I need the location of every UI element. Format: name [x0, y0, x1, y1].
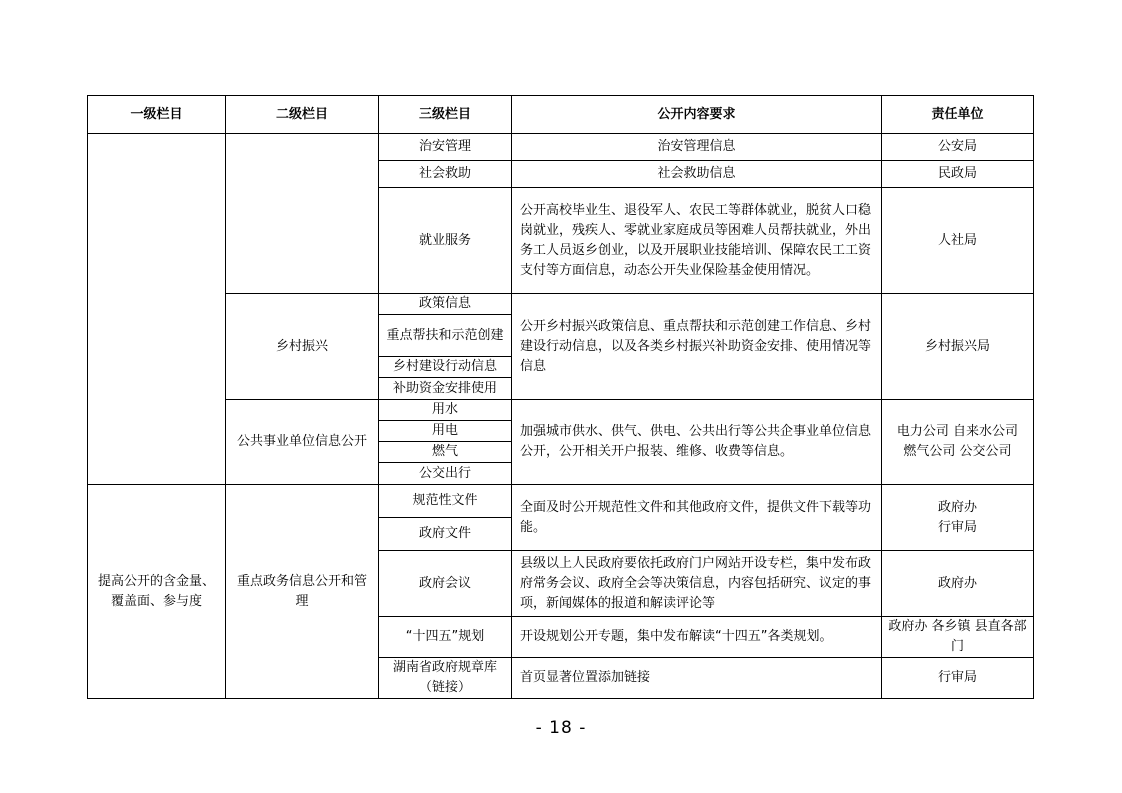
unit-cell: 民政局 [882, 161, 1034, 188]
unit-line: 燃气公司 公交公司 [903, 444, 1012, 459]
level3-cell: “十四五”规划 [379, 617, 512, 658]
header-level1: 一级栏目 [88, 96, 226, 134]
level3-cell: 就业服务 [379, 188, 512, 294]
unit-cell [882, 485, 1034, 551]
unit-line: 行审局 [937, 519, 977, 535]
level2-cell: 重点政务信息公开和管理 [226, 485, 379, 699]
level3-cell: 规范性文件 [379, 485, 512, 518]
level2-cell [226, 134, 379, 294]
level3-cell: 湖南省政府规章库（链接） [379, 658, 512, 699]
header-unit: 责任单位 [882, 96, 1034, 134]
content-cell: 公开高校毕业生、退役军人、农民工等群体就业，脱贫人口稳岗就业，残疾人、零就业家庭成员等困难人员帮扶就业，外出务工人员返乡创业，以及开展职业技能培训、保障农民工工资支付等方面信息，动态公开失业保险基金使用情况。 [512, 188, 882, 294]
level2-cell: 公共事业单位信息公开 [226, 400, 379, 485]
level3-cell: 政府会议 [379, 551, 512, 617]
level3-cell: 政府文件 [379, 518, 512, 551]
level3-cell: 政策信息 [379, 294, 512, 315]
header-level3: 三级栏目 [379, 96, 512, 134]
table-row [88, 134, 1034, 161]
content-cell: 全面及时公开规范性文件和其他政府文件，提供文件下载等功能。 [512, 485, 882, 551]
header-level2: 二级栏目 [226, 96, 379, 134]
level3-cell: 用水 [379, 400, 512, 421]
content-cell: 开设规划公开专题，集中发布解读“十四五”各类规划。 [512, 617, 882, 658]
level3-cell: 用电 [379, 421, 512, 442]
content-cell: 首页显著位置添加链接 [512, 658, 882, 699]
level1-cell [88, 134, 226, 485]
level1-cell: 提高公开的含金量、覆盖面、参与度 [88, 485, 226, 699]
unit-cell: 乡村振兴局 [882, 294, 1034, 400]
unit-cell [882, 400, 1034, 485]
level3-cell: 燃气 [379, 442, 512, 463]
table-row [88, 400, 1034, 421]
content-cell: 加强城市供水、供气、供电、公共出行等公共企事业单位信息公开，公开相关开户报装、维修、收费等信息。 [512, 400, 882, 485]
unit-line: 政府办 [937, 499, 977, 515]
page-number: - 18 - [535, 718, 587, 738]
unit-cell: 政府办 各乡镇 县直各部门 [882, 617, 1034, 658]
unit-cell: 行审局 [882, 658, 1034, 699]
level3-cell: 乡村建设行动信息 [379, 357, 512, 378]
table-header-row [88, 96, 1034, 134]
unit-cell: 政府办 [882, 551, 1034, 617]
level3-cell: 补助资金安排使用 [379, 378, 512, 400]
content-cell: 公开乡村振兴政策信息、重点帮扶和示范创建工作信息、乡村建设行动信息，以及各类乡村振兴补助资金安排、使用情况等信息 [512, 294, 882, 400]
level2-cell: 乡村振兴 [226, 294, 379, 400]
unit-cell: 公安局 [882, 134, 1034, 161]
content-table [87, 95, 1034, 699]
content-cell: 县级以上人民政府要依托政府门户网站开设专栏，集中发布政府常务会议、政府全会等决策信息，内容包括研究、议定的事项，新闻媒体的报道和解读评论等 [512, 551, 882, 617]
unit-cell: 人社局 [882, 188, 1034, 294]
level3-cell: 公交出行 [379, 463, 512, 485]
header-content: 公开内容要求 [512, 96, 882, 134]
table-row [88, 485, 1034, 518]
table-row [88, 294, 1034, 315]
level3-cell: 重点帮扶和示范创建 [379, 315, 512, 357]
unit-line: 电力公司 自来水公司 [896, 424, 1019, 439]
level3-cell: 治安管理 [379, 134, 512, 161]
level3-cell: 社会救助 [379, 161, 512, 188]
content-cell: 社会救助信息 [512, 161, 882, 188]
content-cell: 治安管理信息 [512, 134, 882, 161]
